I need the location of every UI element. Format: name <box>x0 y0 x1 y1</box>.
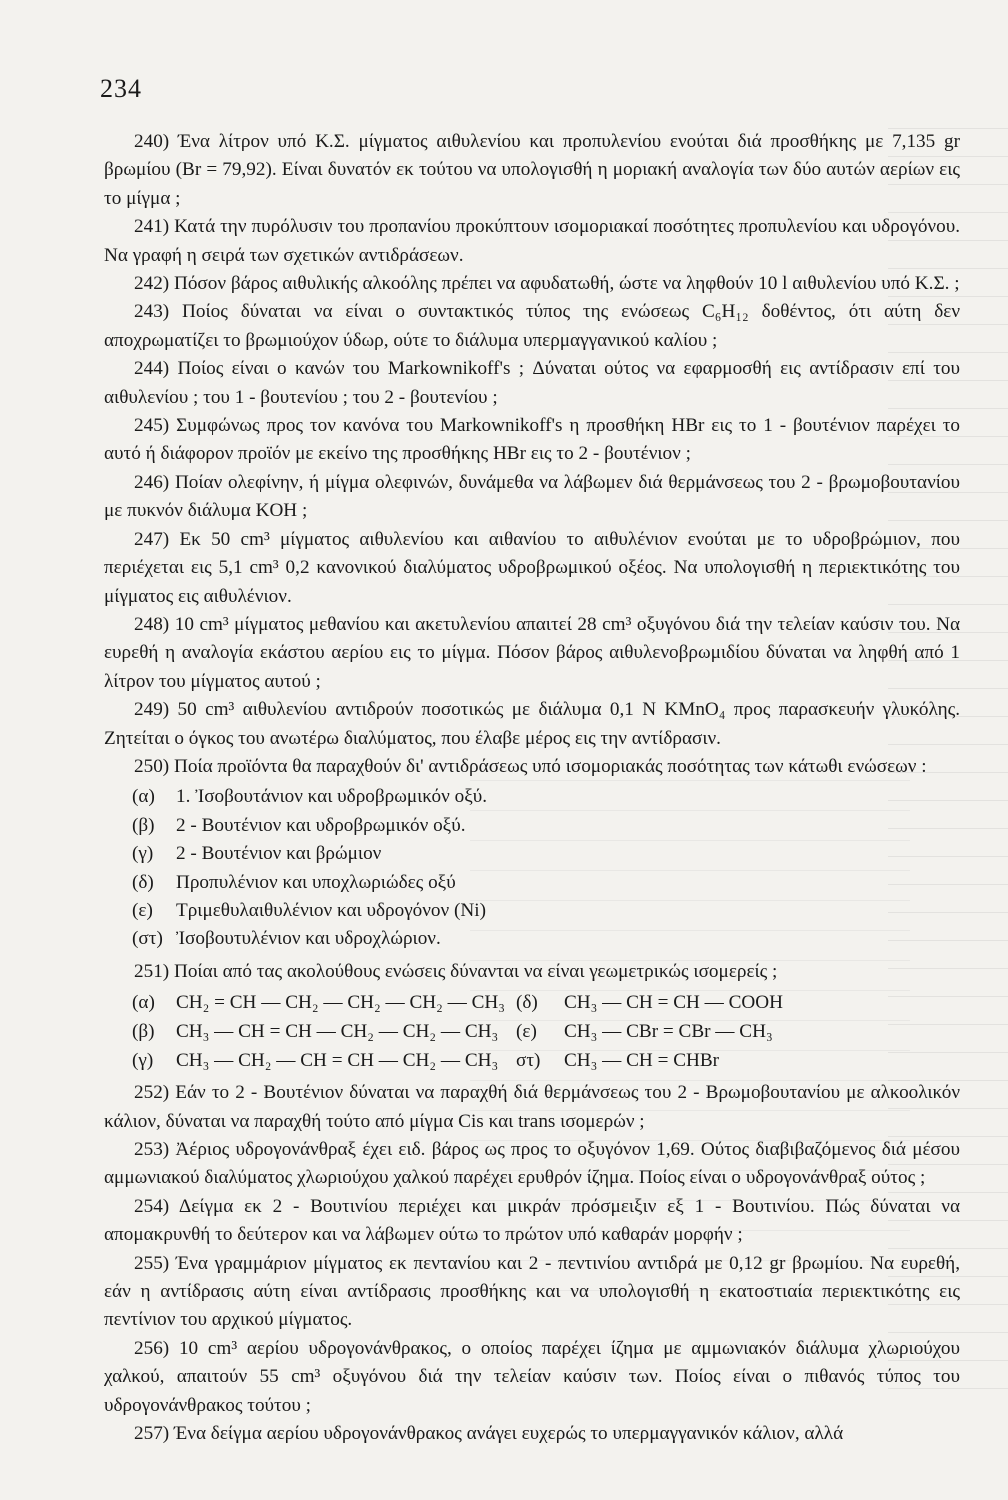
problem-number: 246) <box>134 471 170 493</box>
formula: CH₃ — CH₂ — CH = CH — CH₂ — CH₃ <box>176 1050 499 1072</box>
list-item <box>132 925 960 953</box>
problem-text: 50 cm³ αιθυλενίου αντιδρούν ποσοτικώς με διάλυμα 0,1 N KMnO₄ προς παρασκευήν γλυκόλης. Ζητείται ο όγκος του ανωτέρω διαλύματος, που έλαβε μέρος εις την αντίδρασιν. <box>104 699 961 749</box>
list-label: (δ) <box>132 871 154 893</box>
list-text: 1. Ἰσοβουτάνιον και υδροβρωμικόν οξύ. <box>176 786 488 808</box>
problem-number: 245) <box>134 415 170 437</box>
problem-text: Κατά την πυρόλυσιν του προπανίου προκύπτουν ισομοριακαί ποσότητες προπυλενίου και υδρογόνου. Να γραφή η σειρά των σχετικών αντιδράσεων. <box>104 216 960 266</box>
problems-240-250 <box>104 128 960 781</box>
problem-text: Ἀέριος υδρογονάνθραξ έχει ειδ. βάρος ως προς το οξυγόνον 1,69. Ούτος διαβιβαζόμενος διά μέσου αμμωνιακού διαλύματος χλωριούχου χαλκού παρέχει ερυθρόν ίζημα. Ποίος είναι ο υδρογονάνθραξ ούτος ; <box>104 1139 960 1189</box>
problem-number: 241) <box>134 216 170 238</box>
problem <box>104 611 960 696</box>
list-label: (στ) <box>132 928 163 950</box>
formula: CH₂ = CH — CH₂ — CH₂ — CH₂ — CH₃ <box>176 992 505 1014</box>
problem-text: Ποίος είναι ο κανών του Markownikoff's ; Δύναται ούτος να εφαρμοσθή εις αντίδρασιν επί του αιθυλενίου ; του 1 - βουτενίου ; του 2 - βουτενίου ; <box>104 358 960 408</box>
formula-label: (δ) <box>516 992 538 1014</box>
list-text: Τριμεθυλαιθυλένιον και υδρογόνον (Ni) <box>176 899 486 921</box>
problem-text: 10 cm³ αερίου υδρογονάνθρακος, ο οποίος παρέχει ίζημα με αμμωνιακόν διάλυμα χλωριούχου χαλκού, απαιτούν 55 cm³ οξυγόνου διά την τελείαν καύσιν των. Ποίος είναι ο πιθανός τύπος του υδρογονάνθρακος τούτου ; <box>104 1337 960 1416</box>
problem <box>104 412 960 469</box>
formula: CH₃ — CBr = CBr — CH₃ <box>564 1021 773 1043</box>
problem-number: 255) <box>134 1252 170 1274</box>
problem <box>104 128 960 213</box>
problem-text: Εκ 50 cm³ μίγματος αιθυλενίου και αιθανίου το αιθυλένιον ενούται με το υδροβρώμιον, που περιέχεται εις 5,1 cm³ 0,2 κανονικού διαλύματος υδροβρωμικού οξέος. Να υπολογισθή η περιεκτικότης του μίγματος εις αιθυλένιον. <box>104 528 960 607</box>
list-item <box>132 840 960 868</box>
problem-text: Ένα γραμμάριον μίγματος εκ πεντανίου και 2 - πεντινίου αντιδρά με 0,12 gr βρωμίου. Να ευρεθή, εάν η αντίδρασις αύτη είναι αντίδρασις προσθήκης και να υπολογισθή η εκατοστιαία περιεκτικότης εις πεντίνιον του αρχικού μίγματος. <box>104 1252 960 1331</box>
list-text: Ἰσοβουτυλένιον και υδροχλώριον. <box>176 928 441 950</box>
formula: CH₃ — CH = CH — CH₂ — CH₂ — CH₃ <box>176 1021 499 1043</box>
problem <box>104 753 960 781</box>
problem <box>104 1420 960 1448</box>
problem-number: 253) <box>134 1139 170 1160</box>
problem <box>104 213 960 270</box>
problem <box>104 1250 960 1335</box>
formula-label: (ε) <box>516 1021 537 1043</box>
problem <box>104 1335 960 1420</box>
problem <box>104 355 960 412</box>
formula: CH₃ — CH = CHBr <box>564 1050 720 1072</box>
problems-252-257 <box>104 1079 960 1448</box>
list-text: 2 - Βουτένιον και βρώμιον <box>176 843 382 865</box>
list-label: (β) <box>132 814 155 836</box>
formula-label: (γ) <box>132 1050 154 1072</box>
problem-number: 252) <box>134 1082 170 1104</box>
problem-number: 256) <box>134 1337 170 1359</box>
problem-number: 242) <box>134 273 170 295</box>
page-number: 234 <box>100 74 142 103</box>
problem <box>104 1136 960 1193</box>
problem-number: 249) <box>134 699 170 721</box>
page-body <box>104 128 960 1448</box>
formula-label: στ) <box>516 1050 541 1072</box>
problem-text: 10 cm³ μίγματος μεθανίου και ακετυλενίου απαιτεί 28 cm³ οξυγόνου διά την τελείαν καύσιν του. Να ευρεθή η αναλογία εκάστου αερίου εις το μίγμα. Πόσον βάρος αιθυλενοβρωμιδίου δύναται να ληφθή από 1 λίτρον του μίγματος αυτού ; <box>104 613 961 692</box>
problem-number: 251) <box>134 960 170 982</box>
formula-label: (α) <box>132 992 155 1014</box>
problem <box>104 1193 960 1250</box>
problem-text: Ένα λίτρον υπό Κ.Σ. μίγματος αιθυλενίου και προπυλενίου ενούται διά προσθήκης με 7,135 gr βρωμίου (Br = 79,92). Είναι δυνατόν εκ τούτου να υπολογισθή η μοριακή αναλογία των δύο αυτών αερίων εις το μίγμα ; <box>104 131 960 209</box>
formulas-251 <box>132 988 960 1075</box>
problem <box>104 1079 960 1136</box>
problem-number: 243) <box>134 301 170 323</box>
problem-text: Ποίος δύναται να είναι ο συντακτικός τύπος της ενώσεως C₆H₁₂ δοθέντος, ότι αύτη δεν αποχρωματίζει το βρωμιούχον ύδωρ, ούτε το διάλυμα υπερμαγγανικού καλίου ; <box>104 301 961 351</box>
problem <box>104 526 960 611</box>
problem-text: Εάν το 2 - Βουτένιον δύναται να παραχθή διά θερμάνσεως του 2 - Βρωμοβουτανίου με αλκοολικόν κάλιον, δύναται να παραχθή τούτο από μίγμα Cis και trans ισομερών ; <box>104 1082 960 1132</box>
list-label: (α) <box>132 786 155 808</box>
list-item <box>132 897 960 925</box>
list-label: (γ) <box>132 843 154 865</box>
problem-text: Δείγμα εκ 2 - Βουτινίου περιέχει και μικράν πρόσμειξιν εξ 1 - Βουτινίου. Πώς δύναται να απομακρυνθή το δεύτερον και να λάβωμεν ούτω το πρώτον υπό καθαράν μορφήν ; <box>104 1195 960 1246</box>
list-item <box>132 869 960 897</box>
list-label: (ε) <box>132 899 153 921</box>
problem-text: Ποίαι από τας ακολούθους ενώσεις δύνανται να είναι γεωμετρικώς ισομερείς ; <box>173 960 778 982</box>
problem <box>104 469 960 526</box>
problem-number: 240) <box>134 131 170 152</box>
list-250 <box>132 783 960 953</box>
list-text: Προπυλένιον και υποχλωριώδες οξύ <box>176 871 456 893</box>
problem-text: Ένα δείγμα αερίου υδρογονάνθρακος ανάγει ευχερώς το υπερμαγγανικόν κάλιον, αλλά <box>173 1423 844 1445</box>
problem-number: 247) <box>134 528 170 550</box>
problem-number: 248) <box>134 613 170 635</box>
list-item <box>132 812 960 840</box>
problem <box>104 298 960 355</box>
list-item <box>132 783 960 811</box>
list-text: 2 - Βουτένιον και υδροβρωμικόν οξύ. <box>176 814 466 836</box>
problem-251 <box>104 958 960 986</box>
problem-number: 257) <box>134 1423 170 1445</box>
problem-text: Πόσον βάρος αιθυλικής αλκοόλης πρέπει να αφυδατωθή, ώστε να ληφθούν 10 l αιθυλενίου υπό Κ.Σ. ; <box>173 273 960 295</box>
problem-number: 250) <box>134 755 170 777</box>
problem <box>104 696 960 753</box>
formula-label: (β) <box>132 1021 155 1043</box>
problem-number: 254) <box>134 1195 170 1217</box>
problem-text: Συμφώνως προς τον κανόνα του Markownikoff's η προσθήκη HBr εις το 1 - βουτένιον παρέχει το αυτό ή διάφορον προϊόν με εκείνο της προσθήκης HBr εις το 2 - βουτένιον ; <box>104 415 961 465</box>
problem-text: Ποίαν ολεφίνην, ή μίγμα ολεφινών, δυνάμεθα να λάβωμεν διά θερμάνσεως του 2 - βρωμοβουτανίου με πυκνόν διάλυμα KOH ; <box>104 471 961 522</box>
problem <box>104 270 960 298</box>
formula: CH₃ — CH = CH — COOH <box>564 992 783 1014</box>
problem-text: Ποία προϊόντα θα παραχθούν δι' αντιδράσεως υπό ισομοριακάς ποσότητας των κάτωθι ενώσεων : <box>173 755 927 777</box>
problem-number: 244) <box>134 358 170 380</box>
